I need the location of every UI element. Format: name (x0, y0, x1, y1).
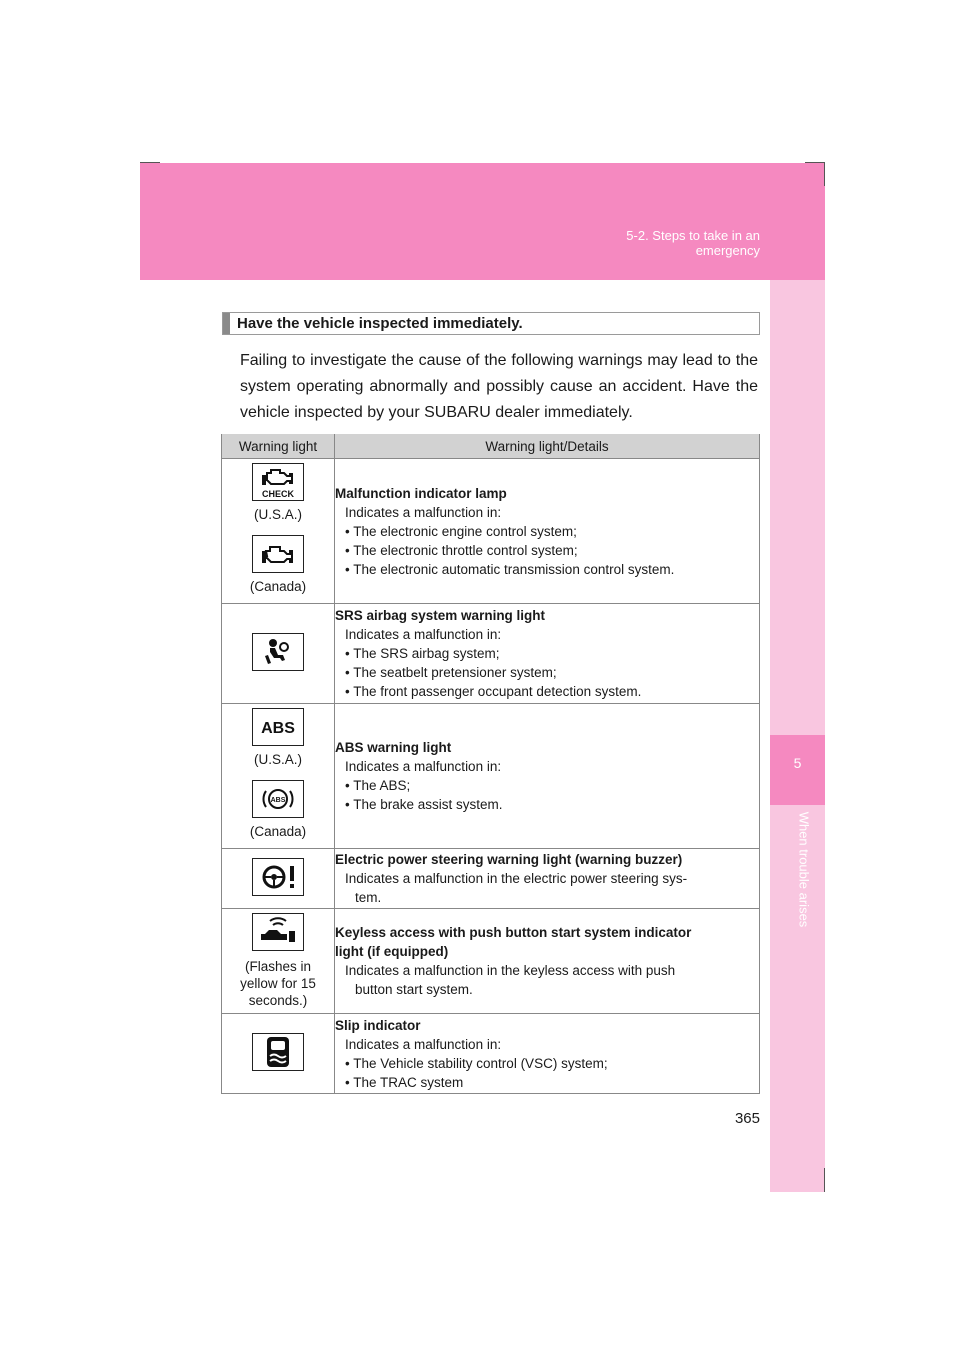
steering-warning-icon (252, 858, 304, 896)
detail-line: Indicates a malfunction in the electric power steering sys- (345, 871, 688, 886)
note-line: seconds.) (248, 993, 308, 1008)
icon-cell (222, 704, 335, 849)
table-row (222, 704, 760, 849)
engine-icon (252, 535, 304, 573)
table-header-row (222, 434, 760, 459)
warning-title: SRS airbag system warning light (335, 608, 546, 623)
table-row (222, 1014, 760, 1094)
detail-line: Indicates a malfunction in the keyless access with push (345, 963, 676, 978)
detail-cell (335, 704, 760, 849)
detail-line: • The electronic engine control system; (345, 523, 577, 539)
header-band (140, 163, 825, 280)
detail-line: • The ABS; (345, 778, 411, 793)
table-row (222, 849, 760, 909)
abs-small-label: ABS (270, 797, 286, 804)
table-row (222, 459, 760, 604)
detail-cell (335, 1014, 760, 1094)
airbag-icon (252, 633, 304, 671)
table-row (222, 909, 760, 1014)
detail-line: • The Vehicle stability control (VSC) system; (345, 1055, 608, 1071)
detail-cell (335, 459, 760, 604)
region-label: (U.S.A.) (253, 507, 302, 522)
keyless-access-icon (252, 913, 304, 951)
region-label: (Canada) (249, 579, 307, 594)
icon-cell (222, 459, 335, 604)
crop-mark (824, 1168, 825, 1192)
detail-line: Indicates a malfunction in: (345, 627, 502, 642)
table-row (222, 604, 760, 704)
note-line: yellow for 15 (240, 976, 316, 991)
detail-line: Indicates a malfunction in: (345, 759, 502, 774)
crop-mark (824, 162, 825, 186)
detail-line: tem. (355, 890, 382, 905)
detail-line: • The front passenger occupant detection system. (345, 684, 642, 699)
abs-circle-icon (252, 780, 304, 818)
warning-title: Keyless access with push button start system indicator (335, 925, 692, 940)
warning-title: Electric power steering warning light (warning buzzer) (335, 852, 683, 867)
slip-indicator-icon (252, 1033, 304, 1071)
intro-paragraph: Failing to investigate the cause of the following warnings may lead to the system operating abnormally and possibly cause an accident. Have the vehicle inspected by your SUBARU dealer immediately. (240, 352, 758, 421)
detail-line: button start system. (355, 982, 473, 997)
detail-line: • The TRAC system (345, 1074, 464, 1090)
detail-line: • The brake assist system. (345, 797, 503, 812)
detail-line: Indicates a malfunction in: (345, 504, 502, 520)
icon-cell (222, 849, 335, 909)
warning-title: Malfunction indicator lamp (335, 485, 507, 501)
icon-cell (222, 1014, 335, 1094)
detail-line: • The electronic throttle control system; (345, 542, 578, 558)
check-engine-label: CHECK (261, 489, 295, 499)
detail-cell (335, 849, 760, 909)
icon-cell (222, 604, 335, 704)
subheading: Have the vehicle inspected immediately. (237, 315, 523, 332)
subheading-box (222, 312, 760, 335)
detail-cell (335, 604, 760, 704)
page-number: 365 (734, 1110, 760, 1127)
detail-line: Indicates a malfunction in: (345, 1036, 502, 1052)
subheading-bar (223, 313, 230, 334)
detail-line: • The electronic automatic transmission control system. (345, 561, 675, 577)
chapter-label: When trouble arises (796, 811, 812, 928)
chapter-number: 5 (793, 755, 802, 771)
warning-table (221, 434, 760, 1094)
abs-label: ABS (261, 720, 295, 737)
column-header: Warning light/Details (335, 434, 760, 459)
icon-cell (222, 909, 335, 1014)
crop-mark (140, 162, 160, 163)
check-engine-icon (252, 463, 304, 501)
crop-mark (805, 162, 825, 163)
detail-line: • The seatbelt pretensioner system; (345, 665, 557, 680)
detail-line: • The SRS airbag system; (345, 646, 500, 661)
note-line: (Flashes in (244, 959, 312, 974)
warning-title: ABS warning light (335, 740, 452, 755)
warning-title: Slip indicator (335, 1017, 421, 1033)
abs-text-icon (252, 708, 304, 746)
region-label: (U.S.A.) (253, 752, 302, 767)
detail-cell (335, 909, 760, 1014)
column-header: Warning light (222, 434, 335, 459)
section-title: 5-2. Steps to take in an emergency (626, 228, 760, 258)
region-label: (Canada) (249, 824, 307, 839)
warning-title: light (if equipped) (335, 944, 449, 959)
